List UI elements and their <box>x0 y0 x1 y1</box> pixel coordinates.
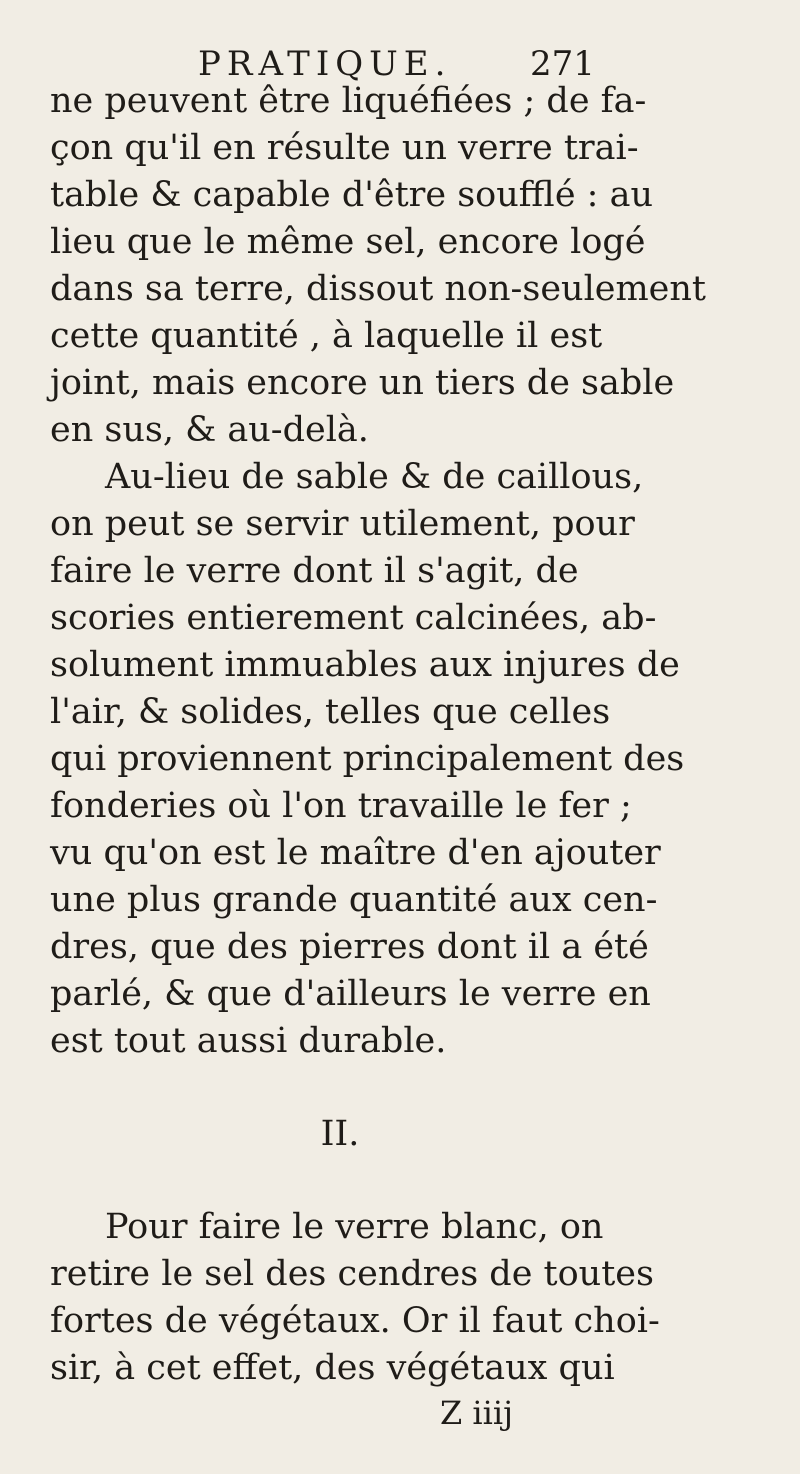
text-line: une plus grande quantité aux cen- <box>50 880 658 920</box>
text-line: dres, que des pierres dont il a été <box>50 927 649 967</box>
text-line: en sus, & au-delà. <box>50 410 369 450</box>
body-text <box>50 78 706 1392</box>
text-line: joint, mais encore un tiers de sable <box>50 363 675 403</box>
text-line: scories entierement calcinées, ab- <box>50 598 657 638</box>
running-head: PRATIQUE. <box>198 44 452 84</box>
catchword-signature: Z iiij <box>440 1394 514 1432</box>
text-line: est tout aussi durable. <box>50 1021 447 1061</box>
paragraph-1 <box>50 78 706 454</box>
section-number: II. <box>320 1114 360 1154</box>
page-number: 271 <box>530 44 595 84</box>
text-line: on peut se servir utilement, pour <box>50 504 635 544</box>
text-line: çon qu'il en résulte un verre trai- <box>50 128 639 168</box>
text-line: vu qu'on est le maître d'en ajouter <box>50 833 661 873</box>
text-line: sir, à cet effet, des végétaux qui <box>50 1348 615 1388</box>
text-line: Pour faire le verre blanc, on <box>105 1207 604 1247</box>
text-line: cette quantité , à laquelle il est <box>50 316 603 356</box>
text-line: fonderies où l'on travaille le fer ; <box>50 786 632 826</box>
paragraph-3 <box>50 1204 660 1392</box>
text-line: lieu que le même sel, encore logé <box>50 222 646 262</box>
text-line: retire le sel des cendres de toutes <box>50 1254 654 1294</box>
text-line: faire le verre dont il s'agit, de <box>50 551 579 591</box>
text-line: ne peuvent être liquéfiées ; de fa- <box>50 81 647 121</box>
text-line: l'air, & solides, telles que celles <box>50 692 611 732</box>
paragraph-2 <box>50 454 685 1065</box>
text-line: Au-lieu de sable & de caillous, <box>105 457 644 497</box>
text-line: dans sa terre, dissout non-seulement <box>50 269 706 309</box>
text-line: fortes de végétaux. Or il faut choi- <box>50 1301 660 1341</box>
text-line: table & capable d'être soufflé : au <box>50 175 653 215</box>
text-line: solument immuables aux injures de <box>50 645 680 685</box>
text-line: parlé, & que d'ailleurs le verre en <box>50 974 651 1014</box>
text-line: qui proviennent principalement des <box>50 739 685 779</box>
